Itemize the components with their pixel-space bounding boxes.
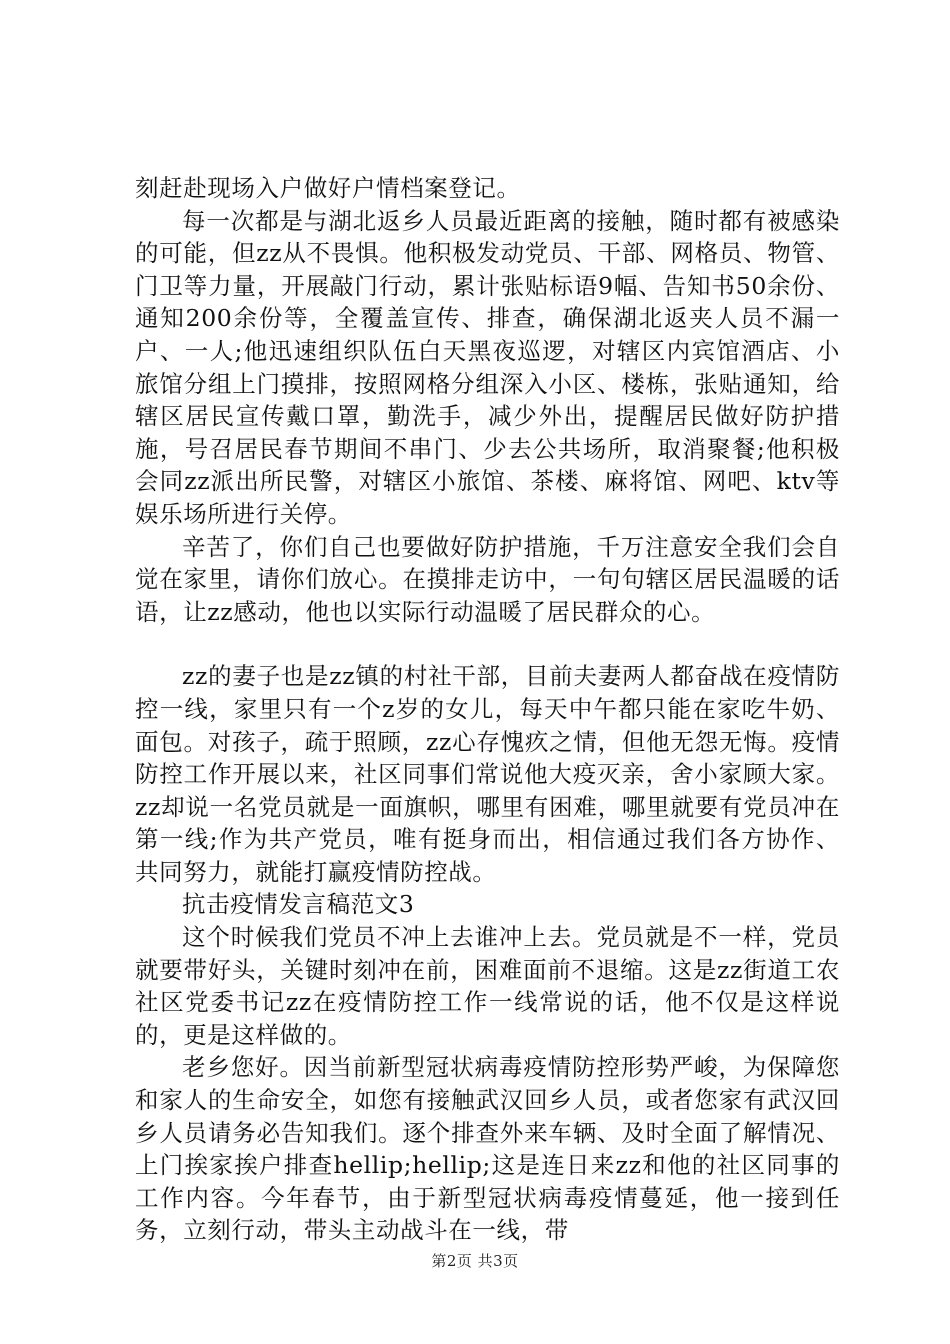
paragraph-gap: [135, 628, 840, 660]
paragraph-door-to-door: 每一次都是与湖北返乡人员最近距离的接触，随时都有被感染的可能，但zz从不畏惧。他积极发动党员、干部、网格员、物管、门卫等力量，开展敲门行动，累计张贴标语9幅、告知书50余份、通知200余份等，全覆盖宣传、排查，确保湖北返夹人员不漏一户、一人;他迅速组织队伍白天黑夜巡逻，对辖区内宾馆酒店、小旅馆分组上门摸排，按照网格分组深入小区、楼栋，张贴通知，给辖区居民宣传戴口罩，勤洗手，减少外出，提醒居民做好防护措施，号召居民春节期间不串门、少去公共场所，取消聚餐;他积极会同zz派出所民警，对辖区小旅馆、茶楼、麻将馆、网吧、ktv等娱乐场所进行关停。: [135, 206, 840, 528]
section-heading: 抗击疫情发言稿范文3: [182, 890, 415, 919]
paragraph-continuation: 刻赶赴现场入户做好户情档案登记。: [135, 174, 521, 202]
document-body: [135, 172, 840, 1247]
page-footer: 第2页 共3页: [431, 1252, 519, 1270]
paragraph-hometown: 老乡您好。因当前新型冠状病毒疫情防控形势严峻，为保障您和家人的生命安全，如您有接触武汉回乡人员，或者您家有武汉回乡人员请务必告知我们。逐个排查外来车辆、及时全面了解情况、上门挨家挨户排查hellip;hellip;这是连日来zz和他的社区同事的工作内容。今年春节，由于新型冠状病毒疫情蔓延，他一接到任务，立刻行动，带头主动战斗在一线，带: [135, 1053, 840, 1245]
paragraph-family: zz的妻子也是zz镇的村社干部，目前夫妻两人都奋战在疫情防控一线，家里只有一个z岁的女儿，每天中午都只能在家吃牛奶、面包。对孩子，疏于照顾，zz心存愧疚之情，但他无怨无悔。疫情防控工作开展以来，社区同事们常说他大疫灭亲，舍小家顾大家。zz却说一名党员就是一面旗帜，哪里有困难，哪里就要有党员冲在第一线;作为共产党员，唯有挺身而出，相信通过我们各方协作、共同努力，就能打赢疫情防控战。: [135, 662, 840, 886]
paragraph-residents-thanks: 辛苦了，你们自己也要做好防护措施，千万注意安全我们会自觉在家里，请你们放心。在摸排走访中，一句句辖区居民温暖的话语，让zz感动，他也以实际行动温暖了居民群众的心。: [135, 532, 840, 626]
paragraph-party-member: 这个时候我们党员不冲上去谁冲上去。党员就是不一样，党员就要带好头，关键时刻冲在前，困难面前不退缩。这是zz街道工农社区党委书记zz在疫情防控工作一线常说的话，他不仅是这样说的，更是这样做的。: [135, 923, 840, 1049]
